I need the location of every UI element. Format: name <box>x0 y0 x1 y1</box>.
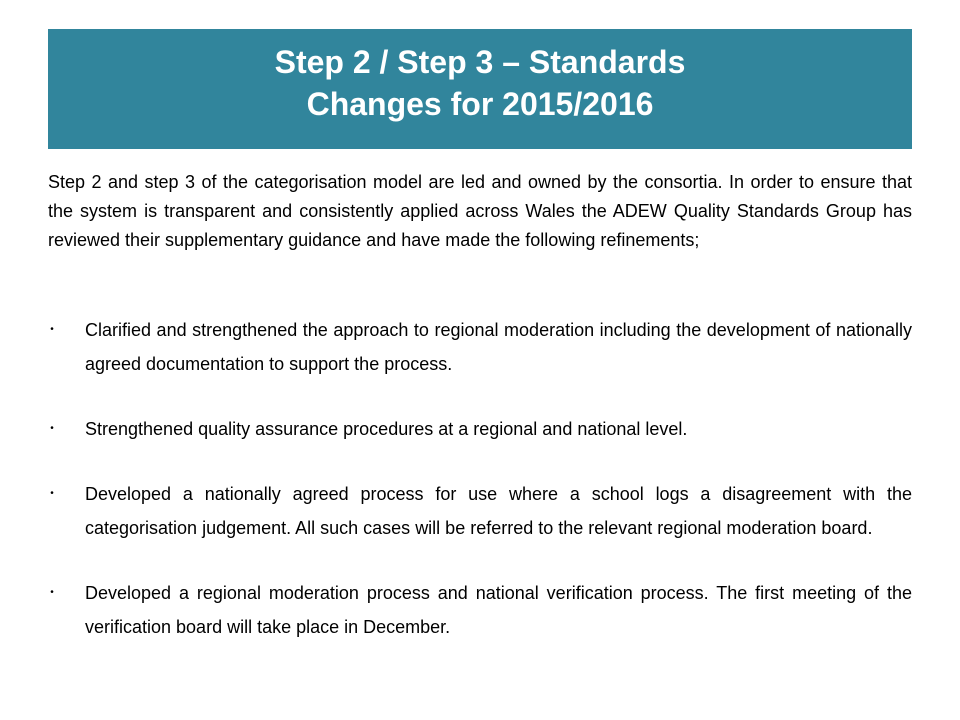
bullet-dot-icon: • <box>50 324 54 335</box>
bullet-item <box>48 412 912 446</box>
intro-paragraph: Step 2 and step 3 of the categorisation model are led and owned by the consortia. In order to ensure that the system is transparent and consistently applied across Wales the ADEW Quality Standards Group has reviewed their supplementary guidance and have made the following refinements; <box>48 172 912 250</box>
bullet-dot-icon: • <box>50 587 54 598</box>
bullet-text: Developed a nationally agreed process for use where a school logs a disagreement with the categorisation judgement. All such cases will be referred to the relevant regional moderation board. <box>85 484 912 538</box>
bullet-list <box>48 313 912 644</box>
bullet-text: Clarified and strengthened the approach to regional moderation including the development of nationally agreed documentation to support the process. <box>85 320 912 374</box>
bullet-text: Strengthened quality assurance procedures at a regional and national level. <box>85 419 688 439</box>
bullet-dot-icon: • <box>50 423 54 434</box>
bullet-item <box>48 477 912 545</box>
bullet-dot-icon: • <box>50 488 54 499</box>
title-line-2: Changes for 2015/2016 <box>306 86 654 122</box>
title-line-1: Step 2 / Step 3 – Standards <box>274 44 686 80</box>
bullet-text: Developed a regional moderation process and national verification process. The first meeting of the verification board will take place in December. <box>85 583 912 637</box>
bullet-item <box>48 313 912 381</box>
bullet-item <box>48 576 912 644</box>
title-banner <box>48 29 912 149</box>
